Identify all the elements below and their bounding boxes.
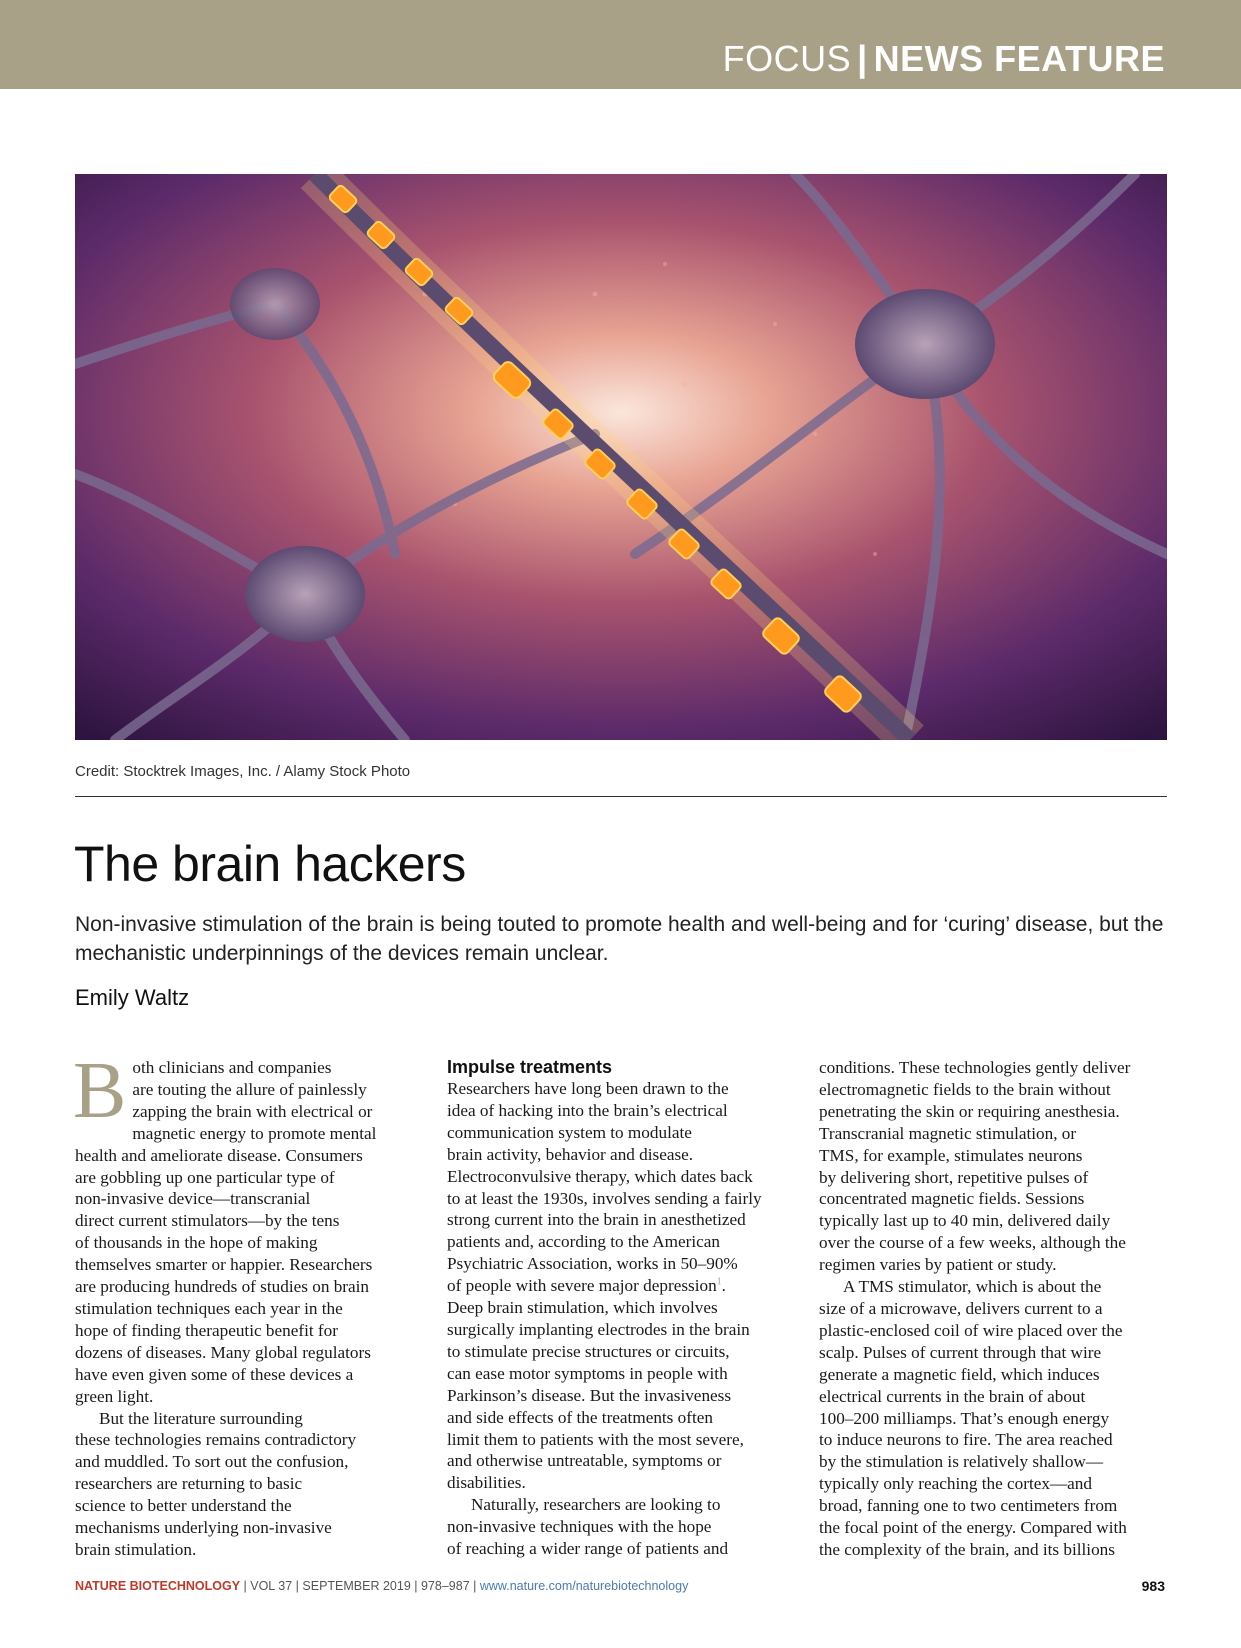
paragraph: Naturally, researchers are looking to non-invasive techniques with the hope of reaching a wider range of patients and [447, 1495, 729, 1559]
footer-separator: | [410, 1579, 421, 1593]
section-separator: | [857, 38, 868, 79]
paragraph-text: . Deep brain stimulation, which involves surgically implanting electrodes in the brain to stimulate precise structures or circuits, can ease motor symptoms in people with Parkinson’s disease. But the invasiveness and side effects of the treatments often limit them to patients with the most severe, and otherwise untreatable, symptoms or disabilities. [447, 1276, 750, 1493]
body-column-1 [73, 1047, 420, 1561]
section-label [723, 38, 1165, 80]
author-byline: Emily Waltz [75, 985, 190, 1010]
reference-link[interactable]: 1 [716, 1276, 722, 1288]
body-column-2 [447, 1057, 792, 1560]
neuron-electrode-image [75, 174, 1167, 740]
body-column-3 [819, 1057, 1171, 1561]
paragraph-text: oth clinicians and companies are touting the allure of painlessly zapping the brain with electrical or magnetic energy to promote mental health and ameliorate disease. Consumers are gobbling up one particular type of non-invasive device—transcranial direct current stimulators—by the tens of thousands in the hope of making themselves smarter or happier. Researchers are producing hundreds of studies on brain stimulation techniques each year in the hope of finding therapeutic benefit for dozens of diseases. Many global regulators have even given some of these devices a green light. [75, 1058, 377, 1406]
standfirst: Non-invasive stimulation of the brain is being touted to promote health and well-being and for ‘curing’ disease, but the mechanistic underpinnings of the devices remain unclear. [75, 913, 1164, 965]
journal-url-link[interactable]: www.nature.com/naturebiotechnology [479, 1579, 689, 1593]
paragraph-text: Researchers have long been drawn to the idea of hacking into the brain’s electrical communication system to modulate brain activity, behavior and disease. Electroconvulsive therapy, which dates back to at least the 1930s, involves sending a fairly strong current into the brain in anesthetized patients and, according to the American Psychiatric Association, works in 50–90% of people with severe major depression [447, 1079, 762, 1296]
paragraph [447, 1078, 792, 1494]
footer-separator: | [240, 1579, 251, 1593]
paragraph: A TMS stimulator, which is about the size of a microwave, delivers current to a plastic-enclosed coil of wire placed over the scalp. Pulses of current through that wire generate a magnetic field, which induces electrical currents in the brain of about 100–200 milliamps. That’s enough energy to induce neurons to fire. The area reached by the stimulation is relatively shallow— typically only reaching the cortex—and broad, fanning one to two centimeters from the focal point of the energy. Compared with the complexity of the brain, and its billions [819, 1277, 1127, 1559]
paragraph: conditions. These technologies gently deliver electromagnetic fields to the brain without penetrating the skin or requiring anesthesia. Transcranial magnetic stimulation, or TMS, for example, stimulates neurons by delivering short, repetitive pulses of concentrated magnetic fields. Sessions typically last up to 40 min, delivered daily over the course of a few weeks, although the regimen varies by patient or study. [819, 1058, 1131, 1275]
journal-name: NATURE BIOTECHNOLOGY [75, 1579, 241, 1593]
footer-separator: | [469, 1579, 480, 1593]
drop-cap: B [73, 1047, 127, 1135]
paragraph: But the literature surrounding these technologies remains contradictory and muddled. To sort out the confusion, researchers are returning to basic science to better understand the mechanisms underlying non-invasive brain stimulation. [75, 1408, 357, 1559]
issue-date: SEPTEMBER 2019 [302, 1579, 411, 1593]
article-title: The brain hackers [74, 836, 466, 892]
volume: VOL 37 [250, 1579, 293, 1593]
section-focus: FOCUS [722, 38, 852, 79]
hero-illustration [75, 174, 1167, 740]
divider [75, 796, 1167, 797]
section-news-feature: NEWS FEATURE [873, 38, 1165, 79]
page-number: 983 [1141, 1578, 1165, 1594]
footer-separator: | [292, 1579, 303, 1593]
footer-citation [75, 1579, 688, 1593]
page-range: 978–987 [420, 1579, 470, 1593]
subheading: Impulse treatments [447, 1057, 613, 1077]
paragraph [73, 1047, 420, 1408]
image-credit: Credit: Stocktrek Images, Inc. / Alamy Stock Photo [75, 763, 411, 780]
